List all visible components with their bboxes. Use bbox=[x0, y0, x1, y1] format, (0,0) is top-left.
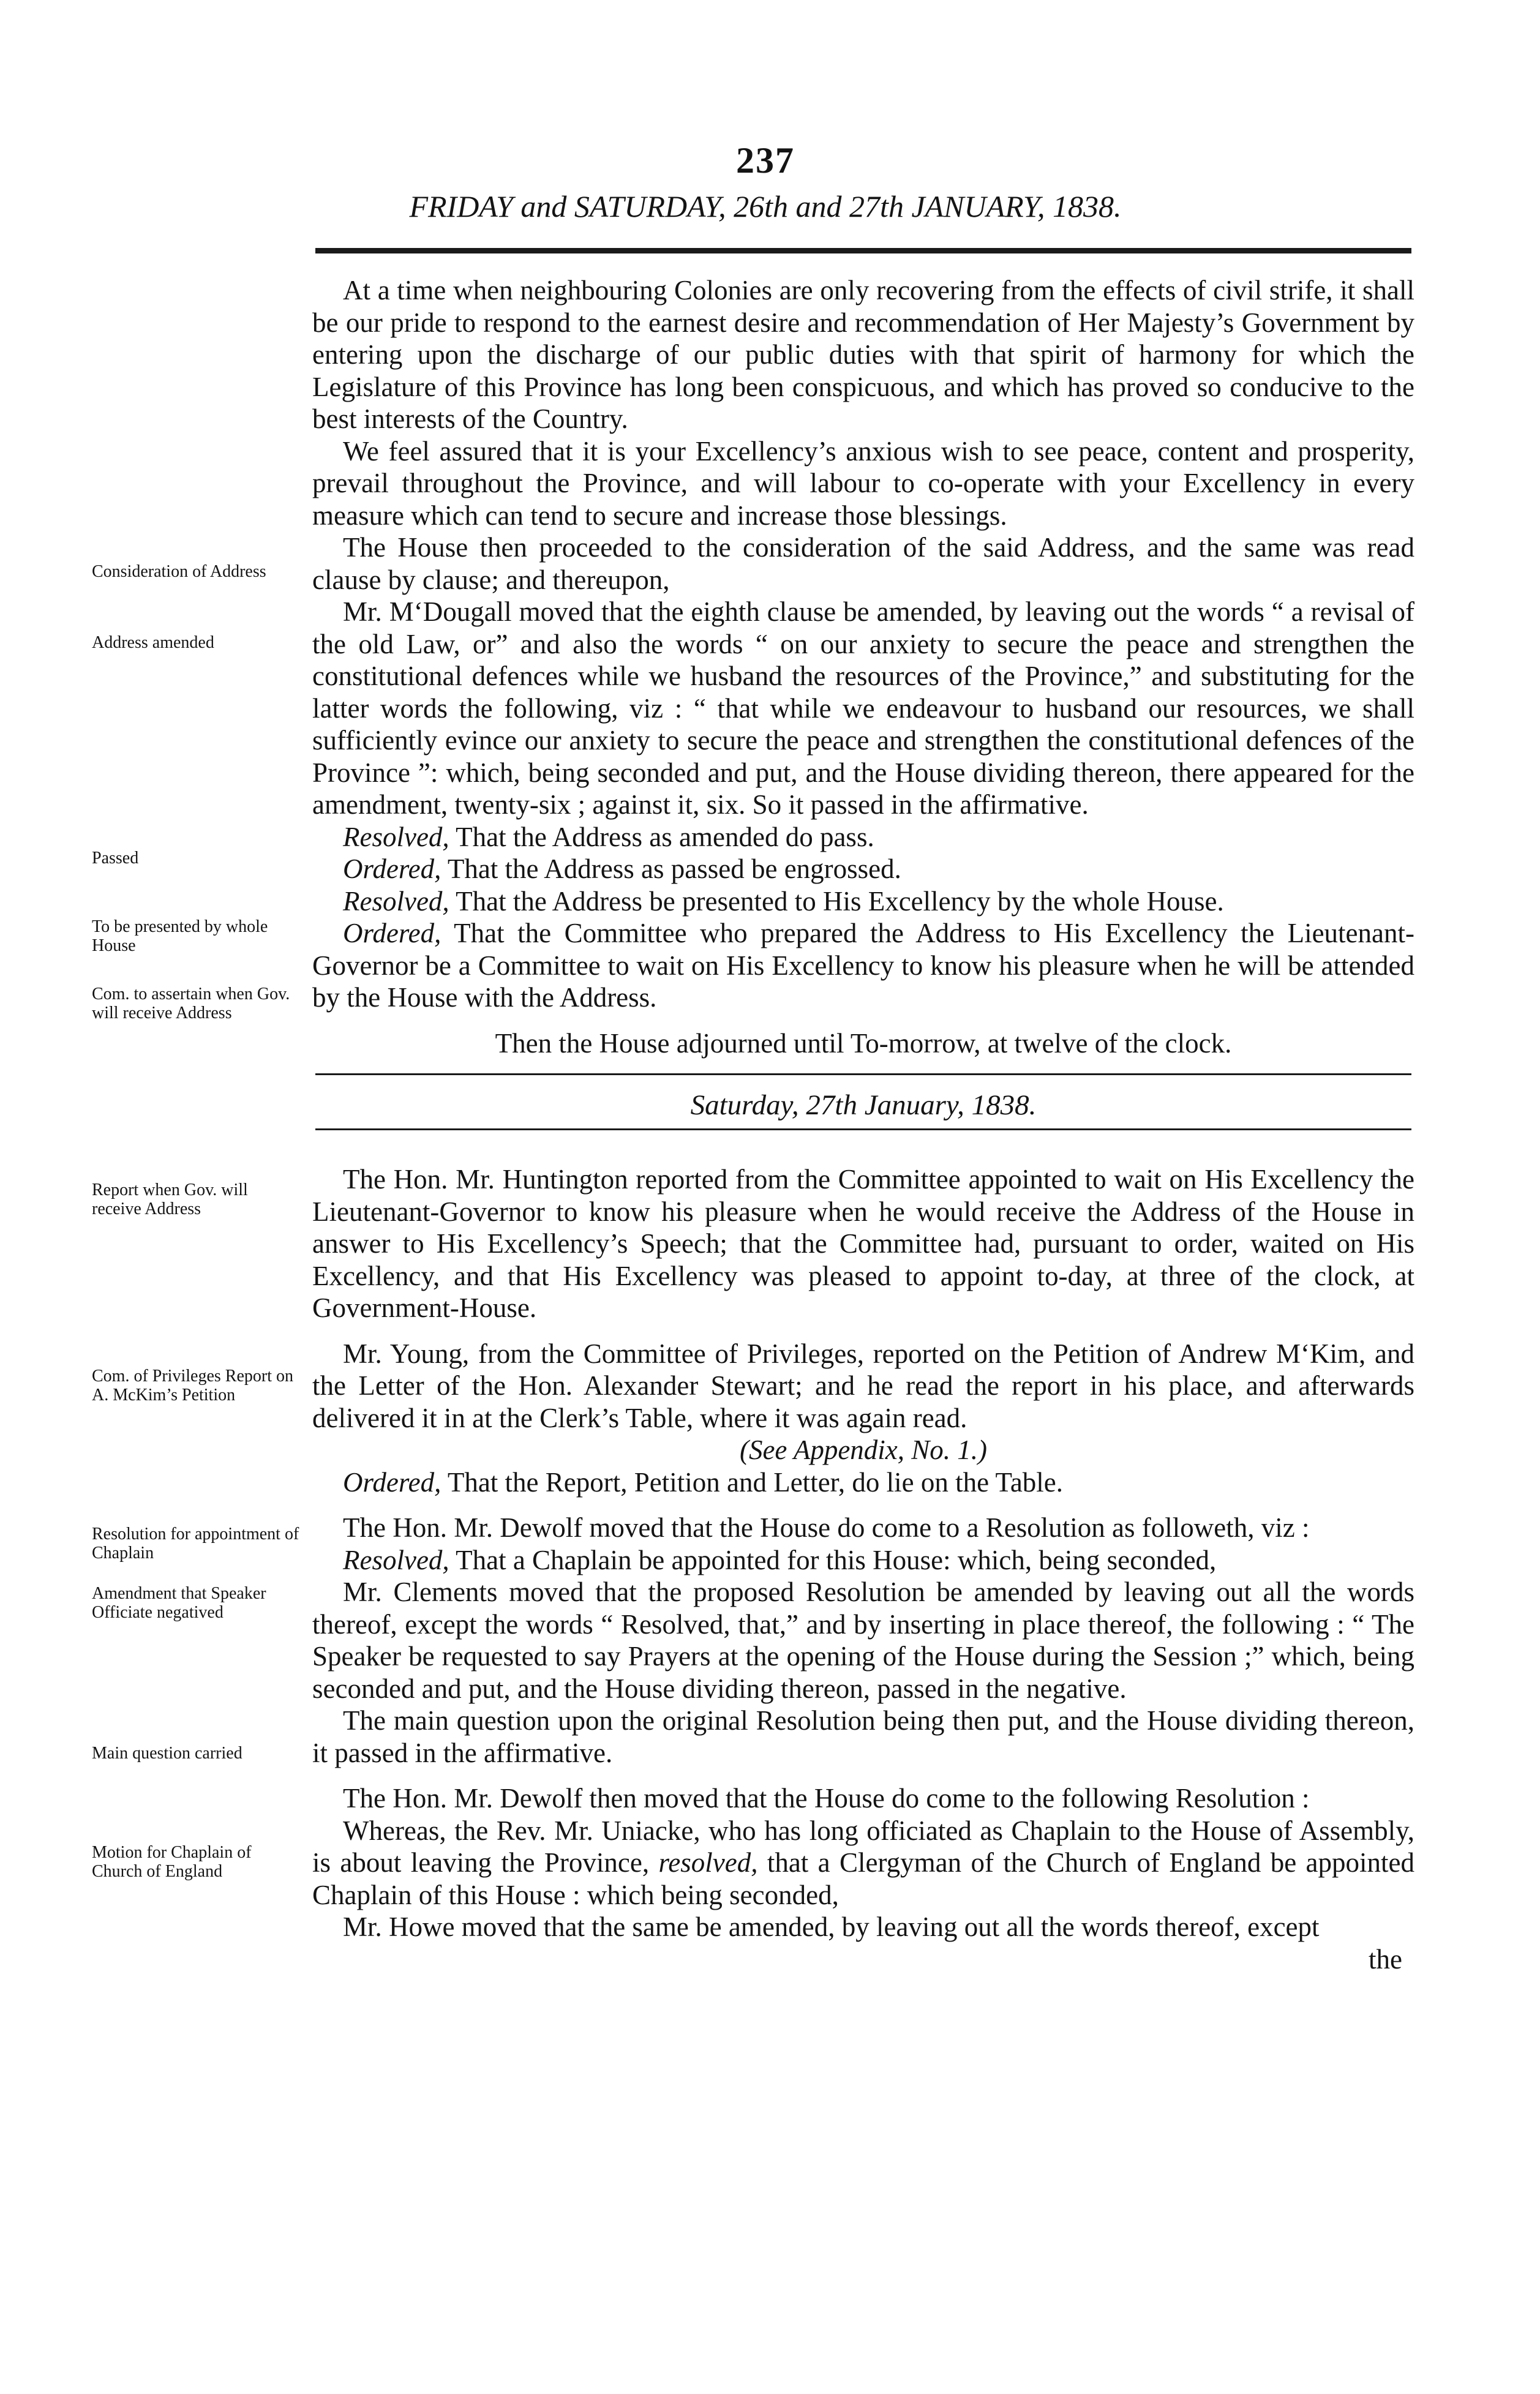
margin-note: Passed bbox=[92, 849, 139, 868]
margin-note: Consideration of Address bbox=[92, 562, 266, 581]
order-line bbox=[312, 1466, 1414, 1499]
privileges-paragraph: Mr. Young, from the Committee of Privileges, reported on the Petition of Andrew M‘Kim, and the Letter of the Hon. Alexander Stewart; and he read the report in his place, and afterwards delivered it in at the Clerk’s Table, where it was again read. bbox=[312, 1338, 1414, 1433]
whereas-resolved: resolved, bbox=[658, 1847, 758, 1878]
motion-paragraph: The Hon. Mr. Dewolf moved that the House do come to a Resolution as followeth, viz : bbox=[343, 1512, 1310, 1543]
order-text: That the Committee who prepared the Address to His Excellency the Lieutenant-Governor be a Committee to wait on His Excellency to know his pleasure when he will be attended by the House with the Address. bbox=[312, 918, 1414, 1013]
date-heading: Saturday, 27th January, 1838. bbox=[690, 1089, 1037, 1121]
resolution-text: That the Address as amended do pass. bbox=[449, 821, 874, 852]
section-rule bbox=[315, 1128, 1411, 1130]
main-question-paragraph: The main question upon the original Resolution being then put, and the House dividing thereon, it passed in the affirmative. bbox=[312, 1705, 1414, 1768]
margin-note: Com. of Privileges Report on A. McKim’s Petition bbox=[92, 1367, 293, 1405]
howe-amendment-paragraph: Mr. Howe moved that the same be amended, by leaving out all the words thereof, except bbox=[343, 1912, 1320, 1942]
margin-note: Report when Gov. will receive Address bbox=[92, 1180, 248, 1218]
margin-note: Com. to assertain when Gov. will receive Address bbox=[92, 985, 290, 1023]
margin-note: Amendment that Speaker Officiate negatived bbox=[92, 1584, 266, 1622]
order-lead: Ordered, bbox=[343, 918, 441, 948]
appendix-reference: (See Appendix, No. 1.) bbox=[739, 1435, 988, 1465]
resolution-lead: Resolved, bbox=[343, 1544, 449, 1575]
report-paragraph: The Hon. Mr. Huntington reported from the Committee appointed to wait on His Excellency the Lieutenant-Governor to know his pleasure when he would receive the Address of the House in answer to His Excellency’s Speech; that the Committee had, pursuant to order, waited on His Excellency, and that His Excellency was pleased to appoint to-day, at three of the clock, at Government-House. bbox=[312, 1164, 1414, 1323]
margin-note: To be presented by whole House bbox=[92, 917, 268, 955]
whereas-text-end: that a Clergyman of the Church of England be appointed Chaplain of this House : which being seconded, bbox=[312, 1847, 1414, 1910]
resolution-lead: Resolved, bbox=[343, 885, 449, 917]
whereas-paragraph bbox=[312, 1815, 1414, 1912]
resolution-line bbox=[312, 1544, 1414, 1577]
amendment-paragraph: Mr. Clements moved that the proposed Resolution be amended by leaving out all the words thereof, except the words “ Resolved, that,” and by inserting in place thereof, the following : “ The Speaker be requested to say Prayers at the opening of the House during the Session ;” which, being seconded and put, and the House dividing thereon, passed in the negative. bbox=[312, 1577, 1414, 1704]
margin-note: Address amended bbox=[92, 633, 214, 652]
page-number: 237 bbox=[736, 140, 795, 181]
margin-note: Main question carried bbox=[92, 1744, 242, 1763]
resolution-text: That the Address be presented to His Excellency by the whole House. bbox=[449, 885, 1224, 917]
address-paragraph: At a time when neighbouring Colonies are only recovering from the effects of civil strife, it shall be our pride to respond to the earnest desire and recommendation of Her Majesty’s Government by entering upon the discharge of our public duties with that spirit of harmony for which the Legislature of this Province has long been conspicuous, and which has proved so conducive to the best interests of the Country. bbox=[312, 275, 1414, 434]
catchword: the bbox=[1369, 1943, 1402, 1975]
resolution-text: That a Chaplain be appointed for this House: which, being seconded, bbox=[449, 1544, 1217, 1575]
resolution-lead: Resolved, bbox=[343, 821, 449, 852]
margin-note: Motion for Chaplain of Church of England bbox=[92, 1843, 252, 1881]
resolution-line bbox=[312, 821, 1414, 854]
margin-note: Resolution for appointment of Chaplain bbox=[92, 1525, 299, 1563]
order-lead: Ordered, bbox=[343, 1466, 441, 1498]
order-text: That the Report, Petition and Letter, do lie on the Table. bbox=[441, 1466, 1064, 1498]
adjournment-line: Then the House adjourned until To-morrow, at twelve of the clock. bbox=[495, 1027, 1232, 1059]
proceedings-paragraph: The House then proceeded to the consideration of the said Address, and the same was read clause by clause; and thereupon, bbox=[312, 532, 1414, 595]
order-lead: Ordered, bbox=[343, 854, 441, 884]
whereas-text: Whereas, the Rev. Mr. Uniacke, who has long officiated as Chaplain to the House of Assembly, is about leaving the Province, bbox=[312, 1815, 1414, 1878]
amendment-paragraph: Mr. M‘Dougall moved that the eighth clause be amended, by leaving out the words “ a revisal of the old Law, or” and also the words “ on our anxiety to secure the peace and strengthen the constitutional defences while we husband the resources of the Province,” and substituting for the latter words the following, viz : “ that while we endeavour to husband our resources, we shall sufficiently evince our anxiety to secure the peace and strengthen the constitutional defences of the Province ”: which, being seconded and put, and the House dividing thereon, there appeared for the amendment, twenty-six ; against it, six. So it passed in the affirmative. bbox=[312, 596, 1414, 820]
section-friday bbox=[312, 274, 1414, 1059]
address-paragraph: We feel assured that it is your Excellency’s anxious wish to see peace, content and prosperity, prevail throughout the Province, and will labour to co-operate with your Excellency in every measure which can tend to secure and increase those blessings. bbox=[312, 435, 1414, 531]
section-rule bbox=[315, 1073, 1411, 1075]
motion-paragraph: The Hon. Mr. Dewolf then moved that the House do come to the following Resolution : bbox=[343, 1783, 1310, 1814]
order-text: That the Address as passed be engrossed. bbox=[441, 854, 901, 884]
order-line bbox=[312, 853, 1414, 885]
header-rule bbox=[315, 248, 1411, 253]
resolution-line bbox=[312, 885, 1414, 918]
order-line bbox=[312, 917, 1414, 1014]
running-title: FRIDAY and SATURDAY, 26th and 27th JANUARY, 1838. bbox=[409, 189, 1122, 223]
section-saturday bbox=[312, 1163, 1414, 1975]
